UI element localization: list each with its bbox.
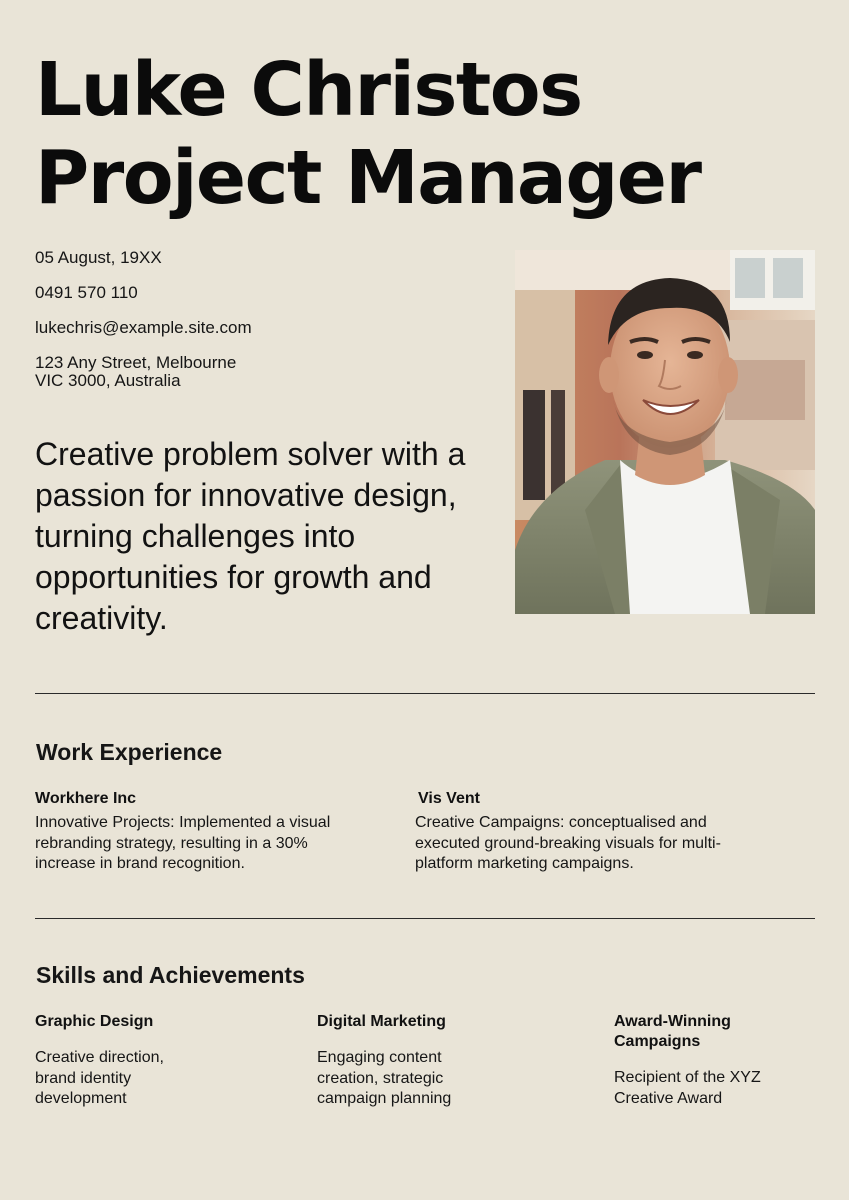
job-entry: [35, 789, 365, 875]
job-description: Creative Campaigns: conceptualised and executed ground-breaking visuals for multi-platform marketing campaigns.: [415, 814, 721, 872]
skill-title: Graphic Design: [35, 1013, 154, 1030]
work-experience-heading: Work Experience: [36, 739, 223, 765]
profile-photo: [515, 250, 815, 614]
skill-entry: [35, 1012, 235, 1110]
skill-entry: [317, 1012, 517, 1110]
skill-title: Award-Winning Campaigns: [614, 1013, 731, 1050]
contact-phone: 0491 570 110: [35, 283, 138, 302]
person-name: Luke Christos: [35, 47, 582, 133]
job-company: Vis Vent: [418, 790, 480, 807]
job-description: Innovative Projects: Implemented a visual rebranding strategy, resulting in a 30% increase in brand recognition.: [35, 814, 331, 872]
section-divider: [35, 693, 815, 694]
contact-address-line1: 123 Any Street, Melbourne: [35, 353, 237, 372]
profile-summary: Creative problem solver with a passion for innovative design, turning challenges into opportunities for growth and creativity.: [35, 436, 466, 636]
job-entry: [415, 789, 755, 875]
skills-heading: Skills and Achievements: [36, 962, 305, 988]
skill-entry: [614, 1012, 814, 1109]
contact-email: lukechris@example.site.com: [35, 318, 252, 337]
skill-description: Recipient of the XYZ Creative Award: [614, 1069, 761, 1107]
skill-title: Digital Marketing: [317, 1013, 446, 1030]
header-title: [35, 46, 815, 222]
section-divider: [35, 918, 815, 919]
job-company: Workhere Inc: [35, 790, 137, 807]
contact-address-line2: VIC 3000, Australia: [35, 371, 181, 390]
skill-description: Engaging content creation, strategic campaign planning: [317, 1049, 452, 1107]
job-role: Project Manager: [35, 135, 701, 221]
skill-description: Creative direction, brand identity development: [35, 1049, 164, 1107]
contact-date: 05 August, 19XX: [35, 248, 162, 267]
